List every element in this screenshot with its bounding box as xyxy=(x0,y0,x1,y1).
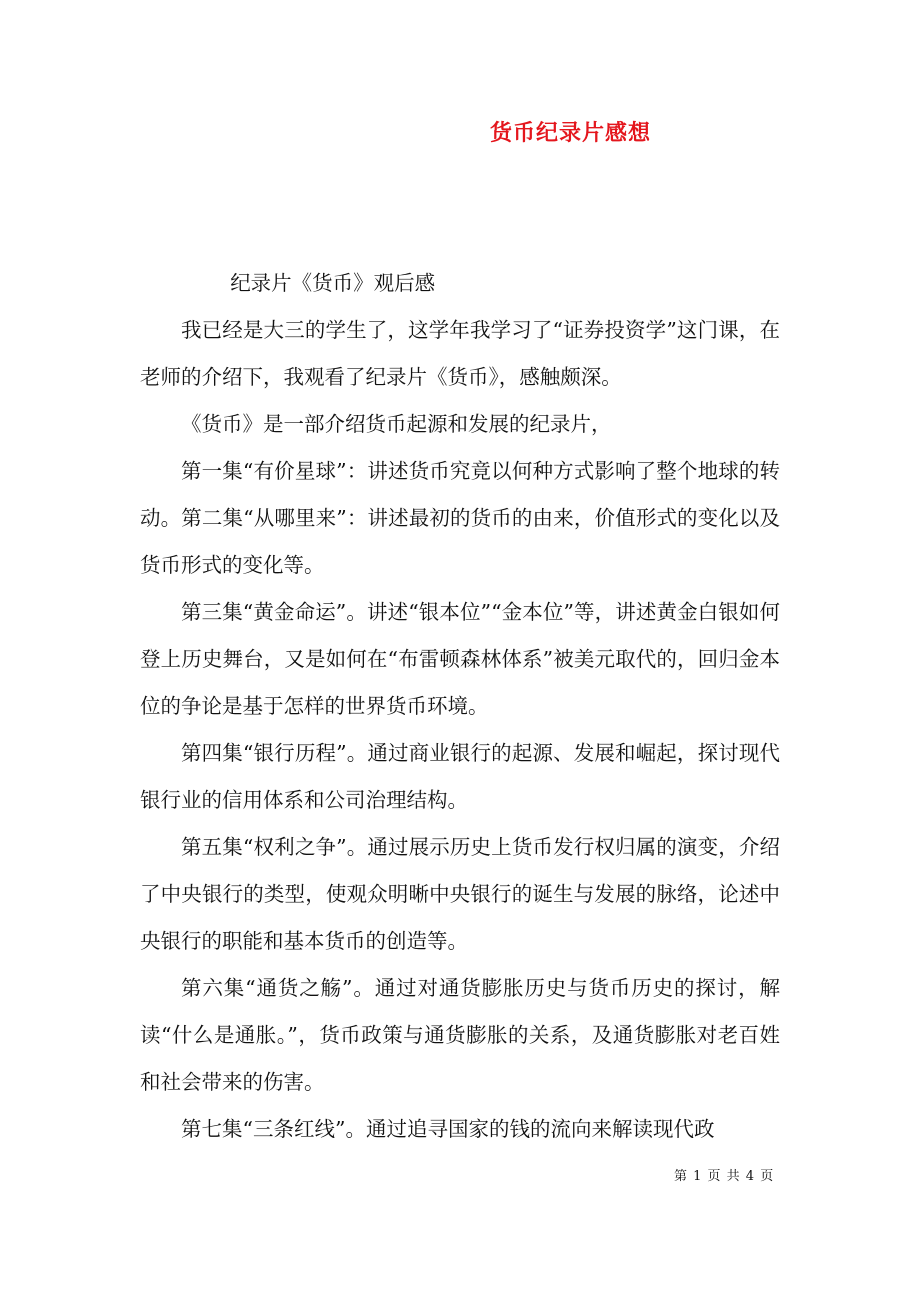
paragraph-episode-6: 第六集“通货之觞”。通过对通货膨胀历史与货币历史的探讨，解读“什么是通胀。”，货币政策与通货膨胀的关系，及通货膨胀对老百姓和社会带来的伤害。 xyxy=(140,976,780,1094)
paragraph-episode-7: 第七集“三条红线”。通过追寻国家的钱的流向来解读现代政 xyxy=(181,1117,715,1141)
page-number-footer: 第 1 页 共 4 页 xyxy=(674,1169,775,1184)
paragraph-episodes-1-2: 第一集“有价星球”：讲述货币究竟以何种方式影响了整个地球的转动。第二集“从哪里来”：讲述最初的货币的由来，价值形式的变化以及货币形式的变化等。 xyxy=(140,459,780,577)
document-subtitle: 纪录片《货币》观后感 xyxy=(230,271,436,295)
document-body xyxy=(140,260,780,1153)
paragraph-intro: 我已经是大三的学生了，这学年我学习了“证券投资学”这门课，在老师的介绍下，我观看了纪录片《货币》，感触颇深。 xyxy=(140,318,780,389)
paragraph-episode-3: 第三集“黄金命运”。讲述“银本位”“金本位”等，讲述黄金白银如何登上历史舞台，又是如何在“布雷顿森林体系”被美元取代的，回归金本位的争论是基于怎样的世界货币环境。 xyxy=(140,600,780,718)
paragraph-episode-4: 第四集“银行历程”。通过商业银行的起源、发展和崛起，探讨现代银行业的信用体系和公司治理结构。 xyxy=(140,741,780,812)
document-title: 货币纪录片感想 xyxy=(490,120,652,146)
paragraph-overview: 《货币》是一部介绍货币起源和发展的纪录片， xyxy=(181,412,612,436)
paragraph-episode-5: 第五集“权利之争”。通过展示历史上货币发行权归属的演变，介绍了中央银行的类型，使观众明晰中央银行的诞生与发展的脉络，论述中央银行的职能和基本货币的创造等。 xyxy=(140,835,780,953)
